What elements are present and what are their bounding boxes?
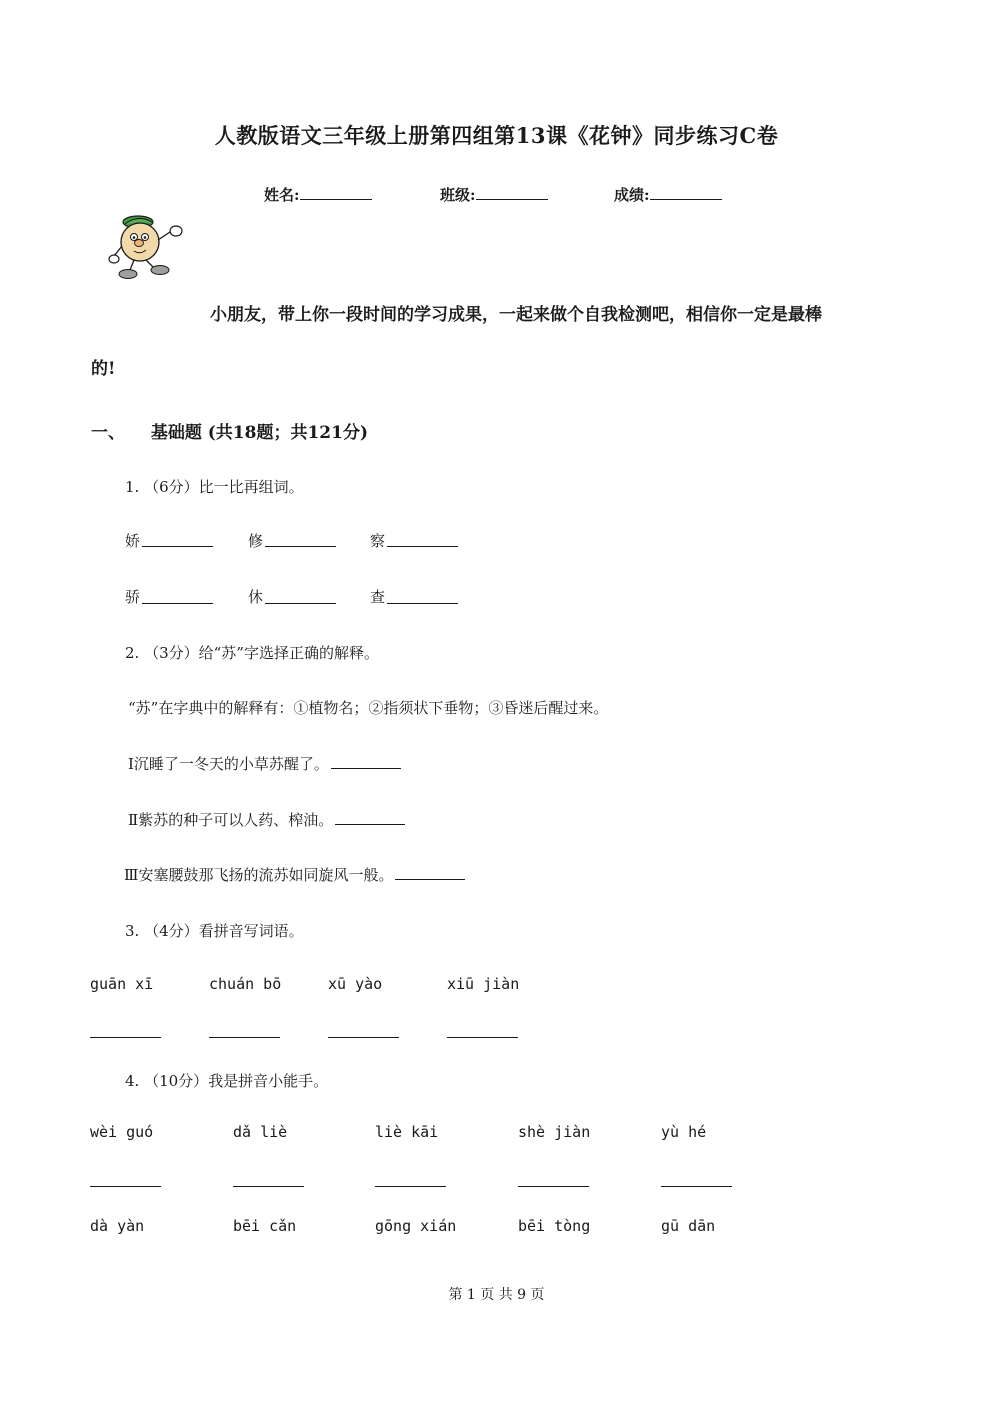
- q3-pinyin-3: xū yào: [328, 975, 383, 993]
- q4-pinyin-5: yù hé: [661, 1123, 707, 1141]
- intro-line-1: 小朋友，带上你一段时间的学习成果，一起来做个自我检测吧，相信你一定是最棒: [210, 305, 822, 325]
- q1-char-2: 修: [248, 532, 264, 550]
- name-label: 姓名:: [264, 186, 300, 204]
- q4-pinyin-1: wèi guó: [90, 1123, 154, 1141]
- q4-pinyin-8: gōng xián: [375, 1217, 457, 1235]
- q3-blank-4[interactable]: [447, 1037, 518, 1038]
- q2-definition: “苏”在字典中的解释有：①植物名；②指须状下垂物；③昏迷后醒过来。: [128, 699, 609, 717]
- q1-blank-2[interactable]: [265, 546, 336, 547]
- q3-pinyin-4: xiū jiàn: [447, 975, 520, 993]
- q4-pinyin-7: bēi cǎn: [233, 1217, 297, 1235]
- q2-item-3-blank[interactable]: [395, 865, 465, 880]
- question-2-prompt: 2. （3分）给“苏”字选择正确的解释。: [125, 644, 379, 662]
- q4-blank-3[interactable]: [375, 1186, 446, 1187]
- q3-blank-1[interactable]: [90, 1037, 161, 1038]
- page-footer: 第 1 页 共 9 页: [448, 1287, 545, 1303]
- question-3-prompt: 3. （4分）看拼音写词语。: [125, 922, 304, 940]
- q4-blank-5[interactable]: [661, 1186, 732, 1187]
- section-title: 基础题 (共18题；共121分): [150, 423, 368, 443]
- q2-item-2-blank[interactable]: [335, 810, 405, 825]
- q2-item-1-blank[interactable]: [331, 754, 401, 769]
- q1-blank-4[interactable]: [142, 603, 213, 604]
- q1-char-6: 查: [370, 588, 386, 606]
- q2-item-1: [128, 753, 401, 774]
- q2-item-1-text: Ⅰ沉睡了一冬天的小草苏醒了。: [128, 755, 329, 773]
- score-field[interactable]: [614, 184, 722, 205]
- q1-blank-3[interactable]: [387, 546, 458, 547]
- q1-char-1: 娇: [125, 532, 141, 550]
- q2-item-2-text: Ⅱ紫苏的种子可以人药、榨油。: [128, 811, 334, 829]
- q3-blank-3[interactable]: [328, 1037, 399, 1038]
- q3-blank-2[interactable]: [209, 1037, 280, 1038]
- question-4-prompt: 4. （10分）我是拼音小能手。: [125, 1072, 329, 1090]
- intro-line-2: 的!: [91, 359, 116, 379]
- q4-blank-1[interactable]: [90, 1186, 161, 1187]
- q4-pinyin-10: gū dān: [661, 1217, 716, 1235]
- section-number: 一、: [91, 423, 125, 443]
- q1-blank-6[interactable]: [387, 603, 458, 604]
- q1-blank-5[interactable]: [265, 603, 336, 604]
- q4-pinyin-9: bēi tòng: [518, 1217, 591, 1235]
- question-1-prompt: 1. （6分）比一比再组词。: [125, 478, 304, 496]
- q1-blank-1[interactable]: [142, 546, 213, 547]
- name-field[interactable]: [264, 184, 372, 205]
- name-blank[interactable]: [300, 185, 372, 200]
- q4-pinyin-2: dǎ liè: [233, 1123, 288, 1141]
- q1-char-3: 察: [370, 532, 386, 550]
- class-field[interactable]: [440, 184, 548, 205]
- q2-item-2: [128, 809, 405, 830]
- q1-char-4: 骄: [125, 588, 141, 606]
- class-label: 班级:: [440, 186, 476, 204]
- section-heading: [91, 418, 368, 443]
- mascot-illustration: [108, 212, 194, 282]
- q4-pinyin-6: dà yàn: [90, 1217, 145, 1235]
- q4-pinyin-4: shè jiàn: [518, 1123, 591, 1141]
- class-blank[interactable]: [476, 185, 548, 200]
- q4-blank-2[interactable]: [233, 1186, 304, 1187]
- score-label: 成绩:: [614, 186, 650, 204]
- score-blank[interactable]: [650, 185, 722, 200]
- q2-item-3: [124, 864, 465, 885]
- page-title: 人教版语文三年级上册第四组第13课《花钟》同步练习C卷: [214, 123, 779, 148]
- q4-blank-4[interactable]: [518, 1186, 589, 1187]
- q1-char-5: 休: [248, 588, 264, 606]
- q3-pinyin-2: chuán bō: [209, 975, 282, 993]
- q2-item-3-text: Ⅲ安塞腰鼓那飞扬的流苏如同旋风一般。: [124, 866, 394, 884]
- q3-pinyin-1: guān xī: [90, 975, 154, 993]
- q4-pinyin-3: liè kāi: [375, 1123, 439, 1141]
